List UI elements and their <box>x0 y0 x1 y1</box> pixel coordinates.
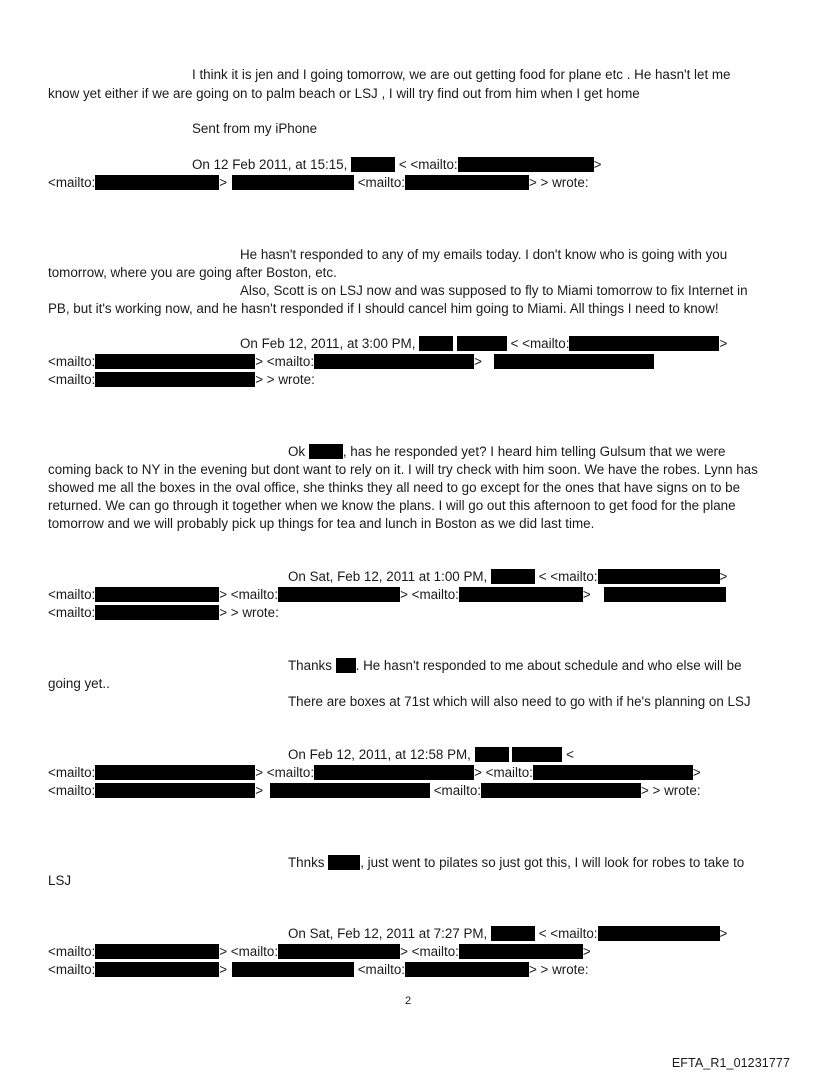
redaction-block <box>351 157 395 172</box>
email1-sent-from: Sent from my iPhone <box>192 121 318 136</box>
email5-header-line3: <mailto: > <box>48 962 228 977</box>
redaction-block <box>314 354 474 369</box>
email3-header-line2: <mailto: > <mailto: > <mailto: > <box>48 587 591 602</box>
email3-body-line1: Ok , has he responded yet? I heard him telling Gulsum that we were <box>288 444 726 459</box>
email-header-date: On 12 Feb 2011, at 15:15, <box>192 157 348 172</box>
email4-body-line1: Thanks . He hasn't responded to me about schedule and who else will be <box>288 658 742 673</box>
bates-number: EFTA_R1_01231777 <box>671 1056 790 1070</box>
redaction-block <box>95 783 255 798</box>
email4-header-line2: <mailto: > <mailto: > <mailto: > <box>48 765 701 780</box>
redaction-block <box>475 747 509 762</box>
redaction-block <box>533 765 693 780</box>
email1-body-line1: I think it is jen and I going tomorrow, we are out getting food for plane etc . He hasn't let me <box>192 67 731 82</box>
redaction-block <box>95 944 219 959</box>
email2-body-line3: Also, Scott is on LSJ now and was supposed to fly to Miami tomorrow to fix Internet in <box>240 283 748 298</box>
redaction-block <box>604 587 726 602</box>
page-number: 2 <box>404 995 412 1007</box>
redaction-block <box>278 944 400 959</box>
email2-body-line4: PB, but it's working now, and he hasn't responded if I should cancel him going to Miami. All things I need to know! <box>48 301 719 316</box>
redaction-block <box>494 354 654 369</box>
email3-body-line3: showed me all the boxes in the oval office, she thinks they all need to go except for the ones that have signs on to be <box>48 480 741 495</box>
redaction-block <box>270 783 430 798</box>
email-header-date: On Feb 12, 2011, at 12:58 PM, <box>288 747 471 762</box>
email3-body-line5: tomorrow and we will probably pick up things for tea and lunch in Boston as we did last time. <box>48 516 595 531</box>
redaction-block <box>95 372 255 387</box>
email4-body-line3: There are boxes at 71st which will also need to go with if he's planning on LSJ <box>288 694 751 709</box>
redaction-block <box>459 587 583 602</box>
email2-body-line2: tomorrow, where you are going after Boston, etc. <box>48 265 337 280</box>
email3-body-line4: returned. We can go through it together when we know the plans. I will go out this afternoon to get food for the plane <box>48 498 736 513</box>
redaction-block <box>459 944 583 959</box>
redaction-block <box>278 587 400 602</box>
redaction-block <box>95 765 255 780</box>
redaction-block <box>328 855 360 870</box>
redaction-block <box>598 926 720 941</box>
redaction-block <box>314 765 474 780</box>
email4-body-line2: going yet.. <box>48 676 110 691</box>
email3-body-line2: coming back to NY in the evening but dont want to rely on it. I will try check with him soon. We have the robes. Lynn has <box>48 462 758 477</box>
redaction-block <box>95 354 255 369</box>
redaction-block <box>491 926 535 941</box>
redaction-block <box>405 175 529 190</box>
email2-header-line1: On Feb 12, 2011, at 3:00 PM, < <mailto: > <box>240 336 728 351</box>
email5-header-line2: <mailto: > <mailto: > <mailto: > <box>48 944 591 959</box>
redaction-block <box>95 605 219 620</box>
email1-body-line2: know yet either if we are going on to palm beach or LSJ , I will try find out from him when I get home <box>48 86 640 101</box>
redaction-block <box>481 783 641 798</box>
email-header-date: On Feb 12, 2011, at 3:00 PM, <box>240 336 416 351</box>
redaction-block <box>95 587 219 602</box>
redaction-block <box>232 175 354 190</box>
email2-header-line2: <mailto: > <mailto: > <box>48 354 482 369</box>
redaction-block <box>309 444 343 459</box>
redaction-block <box>598 569 720 584</box>
redaction-block <box>458 157 594 172</box>
redaction-block <box>491 569 535 584</box>
email1-header-line1: On 12 Feb 2011, at 15:15, < <mailto: > <box>192 157 602 172</box>
redaction-block <box>419 336 453 351</box>
redaction-block <box>457 336 507 351</box>
email5-body-line1: Thnks , just went to pilates so just got this, I will look for robes to take to <box>288 855 745 870</box>
redaction-block <box>405 962 529 977</box>
email2-body-line1: He hasn't responded to any of my emails today. I don't know who is going with you <box>240 247 728 262</box>
email-header-date: On Sat, Feb 12, 2011 at 7:27 PM, <box>288 926 488 941</box>
redaction-block <box>95 962 219 977</box>
email2-header-line3: <mailto: > > wrote: <box>48 372 315 387</box>
email5-header-line1: On Sat, Feb 12, 2011 at 7:27 PM, < <mailto: > <box>288 926 728 941</box>
redaction-block <box>569 336 719 351</box>
redaction-block <box>232 962 354 977</box>
email3-header-line1: On Sat, Feb 12, 2011 at 1:00 PM, < <mailto: > <box>288 569 728 584</box>
email3-header-line3: <mailto: > > wrote: <box>48 605 279 620</box>
email4-header-line1: On Feb 12, 2011, at 12:58 PM, < <box>288 747 574 762</box>
email5-body-line2: LSJ <box>48 873 72 888</box>
redaction-block <box>95 175 219 190</box>
redaction-block <box>512 747 562 762</box>
email1-header-line2: <mailto: > <box>48 175 228 190</box>
email4-header-line3: <mailto: > <box>48 783 264 798</box>
email-header-date: On Sat, Feb 12, 2011 at 1:00 PM, <box>288 569 488 584</box>
redaction-block <box>336 658 356 673</box>
